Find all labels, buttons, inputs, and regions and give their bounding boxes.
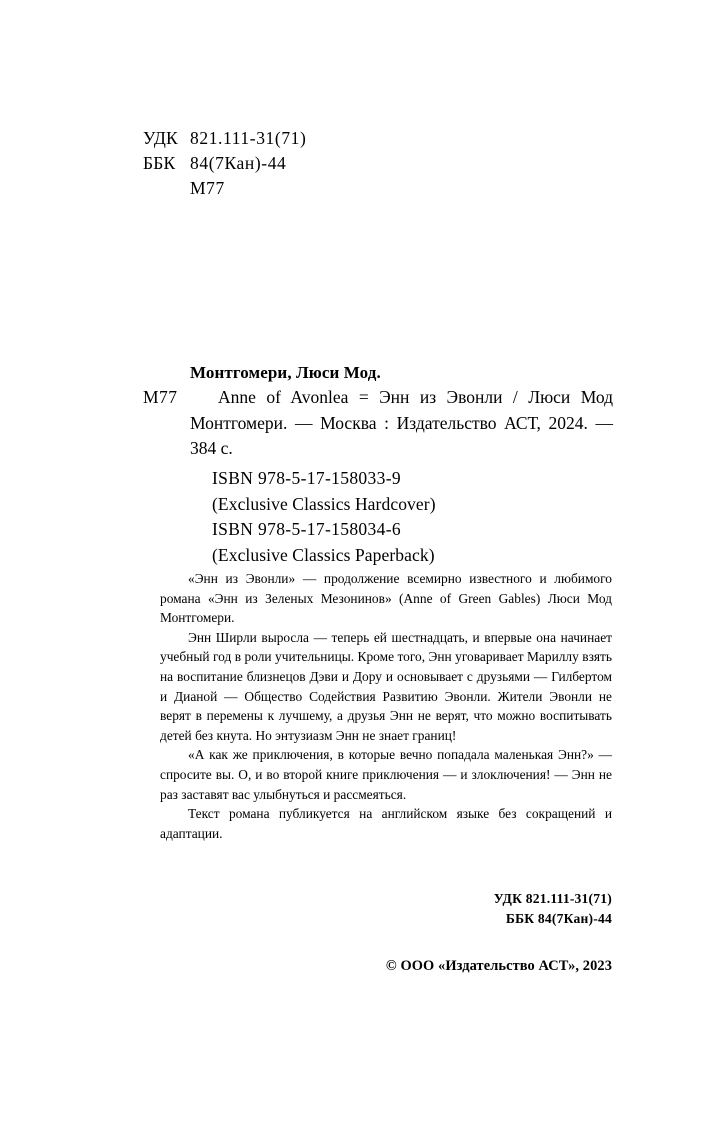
annotation-paragraph: «Энн из Эвонли» — продолжение всемирно известного и любимого романа «Энн из Зеленых Мезонинов» (Anne of Green Gables) Люси Мод Монтгомери.	[160, 571, 612, 626]
bbk-code: 84(7Кан)-44	[190, 153, 287, 173]
isbn-series-hardcover: (Exclusive Classics Hardcover)	[212, 493, 436, 514]
isbn-number-paperback: ISBN 978-5-17-158034-6	[212, 519, 402, 539]
udk-code: 821.111-31(71)	[190, 128, 307, 148]
annotation-paragraph: «А как же приключения, в которые вечно попадала маленькая Энн?» — спросите вы. О, и во второй книге приключения — и злоключения! — Энн не раз заставят вас улыбнуться и рассмеяться.	[160, 747, 612, 802]
author-mark-top: М77	[190, 178, 225, 198]
classification-block-top	[143, 126, 306, 201]
isbn-number-hardcover: ISBN 978-5-17-158033-9	[212, 468, 402, 488]
bbk-code-bottom: ББК 84(7Кан)-44	[505, 911, 612, 926]
udk-line	[143, 126, 306, 151]
classification-block-bottom	[312, 889, 612, 929]
annotation-block	[160, 569, 612, 843]
annotation-paragraph: Текст романа публикуется на английском языке без сокращений и адаптации.	[160, 806, 612, 841]
entry-body	[143, 385, 613, 462]
udk-label: УДК	[143, 128, 178, 148]
copyright-line: © ООО «Издательство АСТ», 2023	[385, 958, 612, 974]
annotation-paragraph: Энн Ширли выросла — теперь ей шестнадцать, и впервые она начинает учебный год в роли учительницы. Кроме того, Энн уговаривает Мариллу взять на воспитание близнецов Дэви и Дору и основывает с друзьями — Гилбертом и Дианой — Общество Содействия Развитию Эвонли. Жители Эвонли не верят в перемены к лучшему, а друзья Энн не верят, что можно воспитывать детей без кнута. Но энтузиазм Энн не знает границ!	[160, 629, 612, 743]
isbn-block	[212, 466, 436, 568]
bbk-label: ББК	[143, 153, 176, 173]
isbn-series-paperback: (Exclusive Classics Paperback)	[212, 544, 435, 565]
entry-marker: М77	[143, 387, 178, 407]
udk-code-bottom: УДК 821.111-31(71)	[493, 891, 612, 906]
entry-description: Anne of Avonlea = Энн из Эвонли / Люси Мод Монтгомери. — Москва : Издательство АСТ, 2024. — 384 с.	[190, 387, 613, 458]
bbk-line	[143, 151, 306, 176]
entry-author: Монтгомери, Люси Мод.	[190, 363, 381, 382]
bibliographic-entry	[143, 360, 613, 462]
